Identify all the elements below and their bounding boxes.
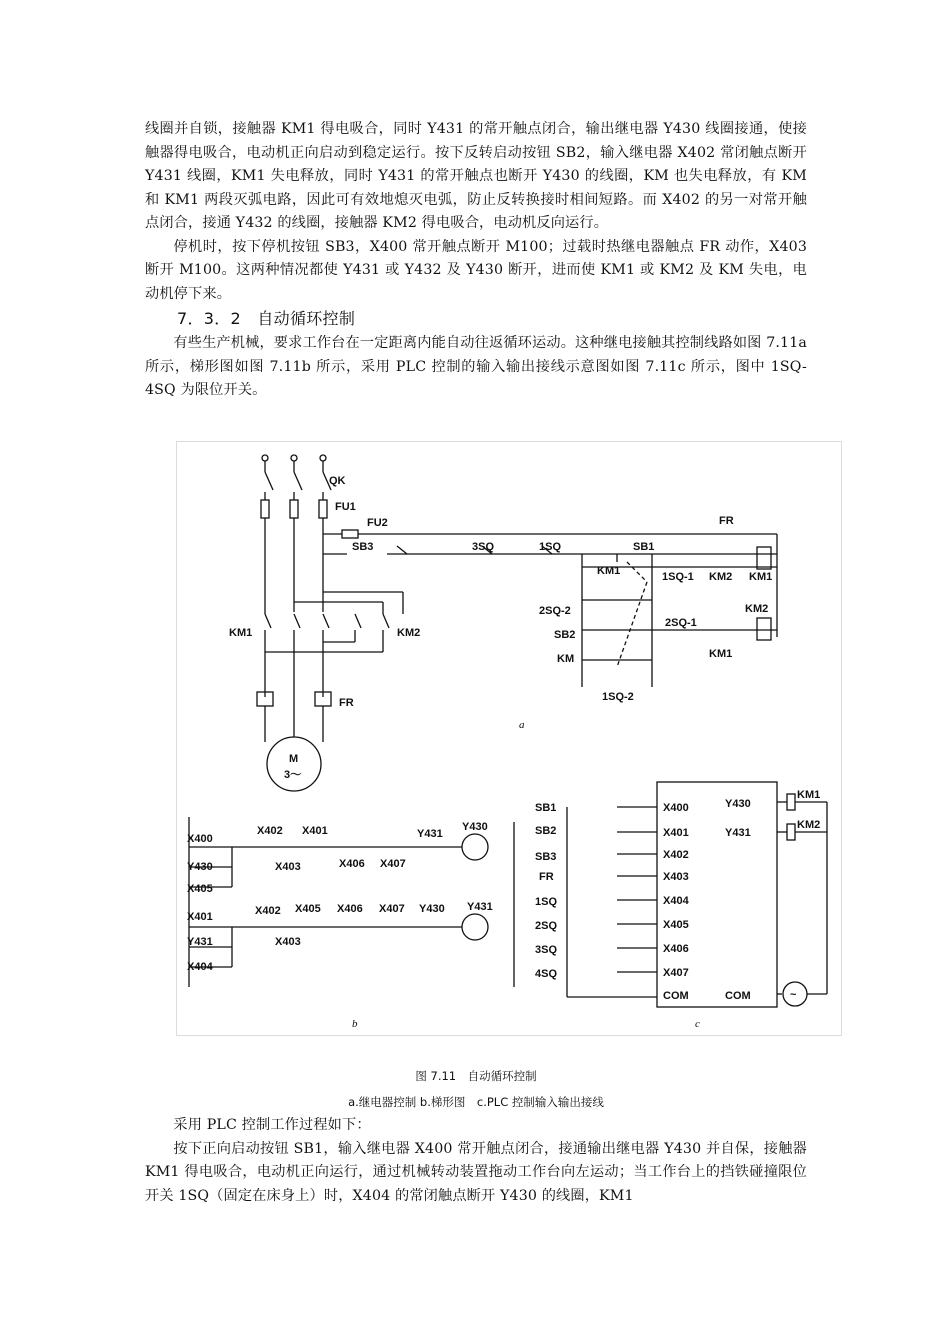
ladder-x403-bottom: X403: [275, 936, 301, 948]
part-b-label: b: [352, 1018, 358, 1030]
plc-coil-km2: KM2: [797, 819, 821, 831]
ladder-x405: X405: [187, 883, 213, 895]
plc-term-x405: X405: [663, 919, 689, 931]
ladder-x406-bottom: X406: [337, 903, 363, 915]
fu2-label: FU2: [367, 517, 388, 529]
paragraph-intro: 有些生产机械，要求工作台在一定距离内能自动往返循环运动。这种继电接触其控制线路如图 7.11a 所示，梯形图如图 7.11b 所示，采用 PLC 控制的输入输出接线示意图如图 7.11c 所示，图中 1SQ-4SQ 为限位开关。: [145, 335, 807, 398]
plc-term-x401: X401: [663, 827, 689, 839]
ladder-y430-bottom: Y430: [419, 903, 445, 915]
paragraph-process-intro: 采用 PLC 控制工作过程如下：: [173, 1117, 371, 1133]
ladder-x402-bottom: X402: [255, 905, 281, 917]
ladder-x407-bottom: X407: [379, 903, 405, 915]
1sq-label: 1SQ: [539, 541, 562, 553]
plc-in-2sq: 2SQ: [535, 920, 558, 932]
plc-term-com-out: COM: [725, 990, 751, 1002]
ladder-x405-bottom: X405: [295, 903, 321, 915]
ladder-x403-top: X403: [275, 861, 301, 873]
ladder-y431: Y431: [187, 936, 213, 948]
km1-contact-label: KM1: [597, 565, 621, 577]
figure-caption-title: 图 7.11 自动循环控制: [415, 1069, 537, 1083]
fr-label-control: FR: [719, 515, 734, 527]
part-c-label: c: [695, 1018, 700, 1030]
plc-term-com-in: COM: [663, 990, 689, 1002]
km1-coil-label: KM1: [749, 571, 773, 583]
ladder-y431-coil: Y431: [467, 901, 493, 913]
ladder-x401: X401: [187, 911, 213, 923]
plc-in-4sq: 4SQ: [535, 968, 558, 980]
plc-term-x406: X406: [663, 943, 689, 955]
ladder-x407-top: X407: [380, 858, 406, 870]
plc-in-3sq: 3SQ: [535, 944, 558, 956]
plc-in-sb3: SB3: [535, 851, 557, 863]
sb3-label: SB3: [352, 541, 374, 553]
1sq-1-label: 1SQ-1: [662, 571, 694, 583]
3sq-label: 3SQ: [472, 541, 495, 553]
paragraph-stop: 停机时，按下停机按钮 SB3，X400 常开触点断开 M100；过载时热继电器触点 FR 动作，X403 断开 M100。这两种情况都使 Y431 或 Y432 及 Y430 断开，进而使 KM1 或 KM2 及 KM 失电，电动机停下来。: [145, 238, 807, 302]
circuit-diagram: [177, 442, 843, 1037]
plc-term-x400: X400: [663, 802, 689, 814]
km2-coil-label: KM2: [745, 603, 769, 615]
plc-in-1sq: 1SQ: [535, 896, 558, 908]
motor-sub-label: 3～: [284, 769, 302, 781]
km1-interlock-label: KM1: [709, 648, 733, 660]
ladder-x400: X400: [187, 833, 213, 845]
ladder-x402-top: X402: [257, 825, 283, 837]
km-label: KM: [557, 653, 575, 665]
plc-coil-km1: KM1: [797, 789, 821, 801]
top-text-block: [145, 118, 807, 403]
km2-main-label: KM2: [397, 627, 421, 639]
plc-in-fr: FR: [539, 871, 554, 883]
plc-in-sb1: SB1: [535, 802, 557, 814]
2sq-1-label: 2SQ-1: [665, 617, 697, 629]
bottom-text-block: [145, 1114, 807, 1208]
km1-main-label: KM1: [229, 627, 253, 639]
km2-interlock-label: KM2: [709, 571, 733, 583]
part-a-label: a: [519, 719, 525, 731]
ladder-y431-top: Y431: [417, 828, 443, 840]
ladder-x406-top: X406: [339, 858, 365, 870]
plc-term-x407: X407: [663, 967, 689, 979]
plc-in-sb2: SB2: [535, 825, 557, 837]
qk-label: QK: [329, 475, 346, 487]
sb1-label: SB1: [633, 541, 655, 553]
fr-main-label: FR: [339, 697, 354, 709]
motor-label: M: [289, 753, 299, 765]
1sq-2-label: 1SQ-2: [602, 691, 634, 703]
sb2-label: SB2: [554, 629, 576, 641]
section-heading: 7．3．2 自动循环控制: [177, 309, 356, 328]
paragraph-continuation: 线圈并自锁，接触器 KM1 得电吸合，同时 Y431 的常开触点闭合，输出继电器 Y430 线圈接通，使接触器得电吸合，电动机正向启动到稳定运行。按下反转启动按钮 SB2，输入继电器 X402 常闭触点断开 Y431 线圈，KM1 失电释放，同时 Y431 的常开触点也断开 Y430 的线圈，KM 也失电释放，有 KM 和 KM1 两段灭弧电路，因此可有效地熄灭电弧，防止反转换接时相间短路。而 X402 的另一对常开触点闭合，接通 Y432 的线圈，接触器 KM2 得电吸合，电动机反向运行。: [145, 121, 807, 231]
figure-caption-subtitle: a.继电器控制 b.梯形图 c.PLC 控制输入输出接线: [348, 1095, 604, 1109]
ladder-y430: Y430: [187, 861, 213, 873]
plc-term-x402: X402: [663, 849, 689, 861]
fu1-label: FU1: [335, 501, 356, 513]
ladder-x404: X404: [187, 961, 213, 973]
plc-term-x404: X404: [663, 895, 689, 907]
paragraph-process: 按下正向启动按钮 SB1，输入继电器 X400 常开触点闭合，接通输出继电器 Y430 并自保，接触器 KM1 得电吸合，电动机正向运行，通过机械转动装置拖动工作台向左运动；当工作台上的挡铁碰撞限位开关 1SQ（固定在床身上）时，X404 的常闭触点断开 Y430 的线圈，KM1: [145, 1140, 807, 1204]
ac-source-icon: ~: [790, 989, 797, 1001]
plc-out-y431: Y431: [725, 827, 751, 839]
ladder-x401-top: X401: [302, 825, 328, 837]
plc-out-y430: Y430: [725, 798, 751, 810]
ladder-y430-coil: Y430: [462, 821, 488, 833]
plc-term-x403: X403: [663, 871, 689, 883]
2sq-2-label: 2SQ-2: [539, 605, 571, 617]
figure-7-11: [176, 441, 842, 1036]
